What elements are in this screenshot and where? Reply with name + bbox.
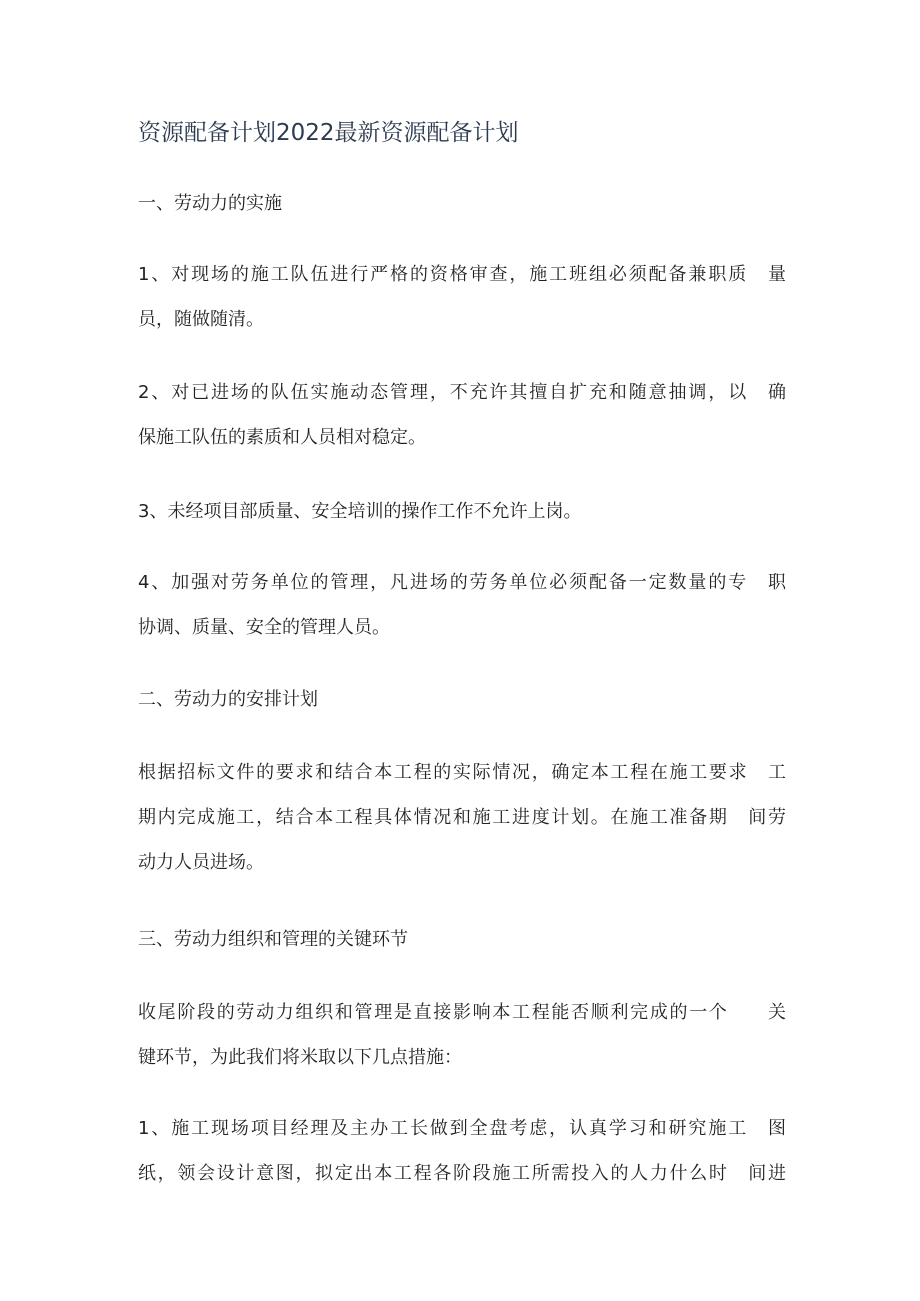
- paragraph-3: [138, 489, 786, 534]
- paragraph-line: 键环节，为此我们将米取以下几点措施：: [138, 1047, 462, 1068]
- paragraph-6: [138, 990, 786, 1080]
- paragraph-line: 期内完成施工，结合本工程具体情况和施工进度计划。在施工准备期 间劳: [138, 807, 786, 828]
- paragraph-line: 3、未经项目部质量、安全培训的操作工作不允许上岗。: [138, 501, 582, 522]
- paragraph-line: 动力人员进场。: [138, 852, 264, 873]
- paragraph-line: 保施工队伍的素质和人员相对稳定。: [138, 427, 426, 448]
- section-heading-1: 一、劳动力的实施: [138, 193, 282, 214]
- paragraph-2: [138, 370, 786, 460]
- section-heading-2: 二、劳动力的安排计划: [138, 689, 318, 710]
- paragraph-4: [138, 560, 786, 650]
- paragraph-line: 根据招标文件的要求和结合本工程的实际情况，确定本工程在施工要求 工: [138, 762, 786, 783]
- paragraph-7: [138, 1106, 786, 1196]
- document-title: 资源配备计划2022最新资源配备计划: [138, 120, 519, 146]
- paragraph-line: 2、对已进场的队伍实施动态管理，不充许其擅自扩充和随意抽调，以 确: [138, 382, 786, 403]
- section-heading-3: 三、劳动力组织和管理的关键环节: [138, 929, 408, 950]
- paragraph-line: 1、对现场的施工队伍进行严格的资格审查，施工班组必须配备兼职质 量: [138, 264, 786, 285]
- paragraph-5: [138, 750, 786, 885]
- paragraph-line: 收尾阶段的劳动力组织和管理是直接影响本工程能否顺利完成的一个 关: [138, 1002, 786, 1023]
- paragraph-line: 4、加强对劳务单位的管理，凡进场的劳务单位必须配备一定数量的专 职: [138, 572, 786, 593]
- paragraph-line: 纸，领会设计意图，拟定出本工程各阶段施工所需投入的人力什么时 间进: [138, 1163, 786, 1184]
- paragraph-line: 1、施工现场项目经理及主办工长做到全盘考虑，认真学习和研究施工 图: [138, 1118, 786, 1139]
- paragraph-line: 员，随做随清。: [138, 309, 264, 330]
- paragraph-1: [138, 252, 786, 342]
- paragraph-line: 协调、质量、安全的管理人员。: [138, 617, 390, 638]
